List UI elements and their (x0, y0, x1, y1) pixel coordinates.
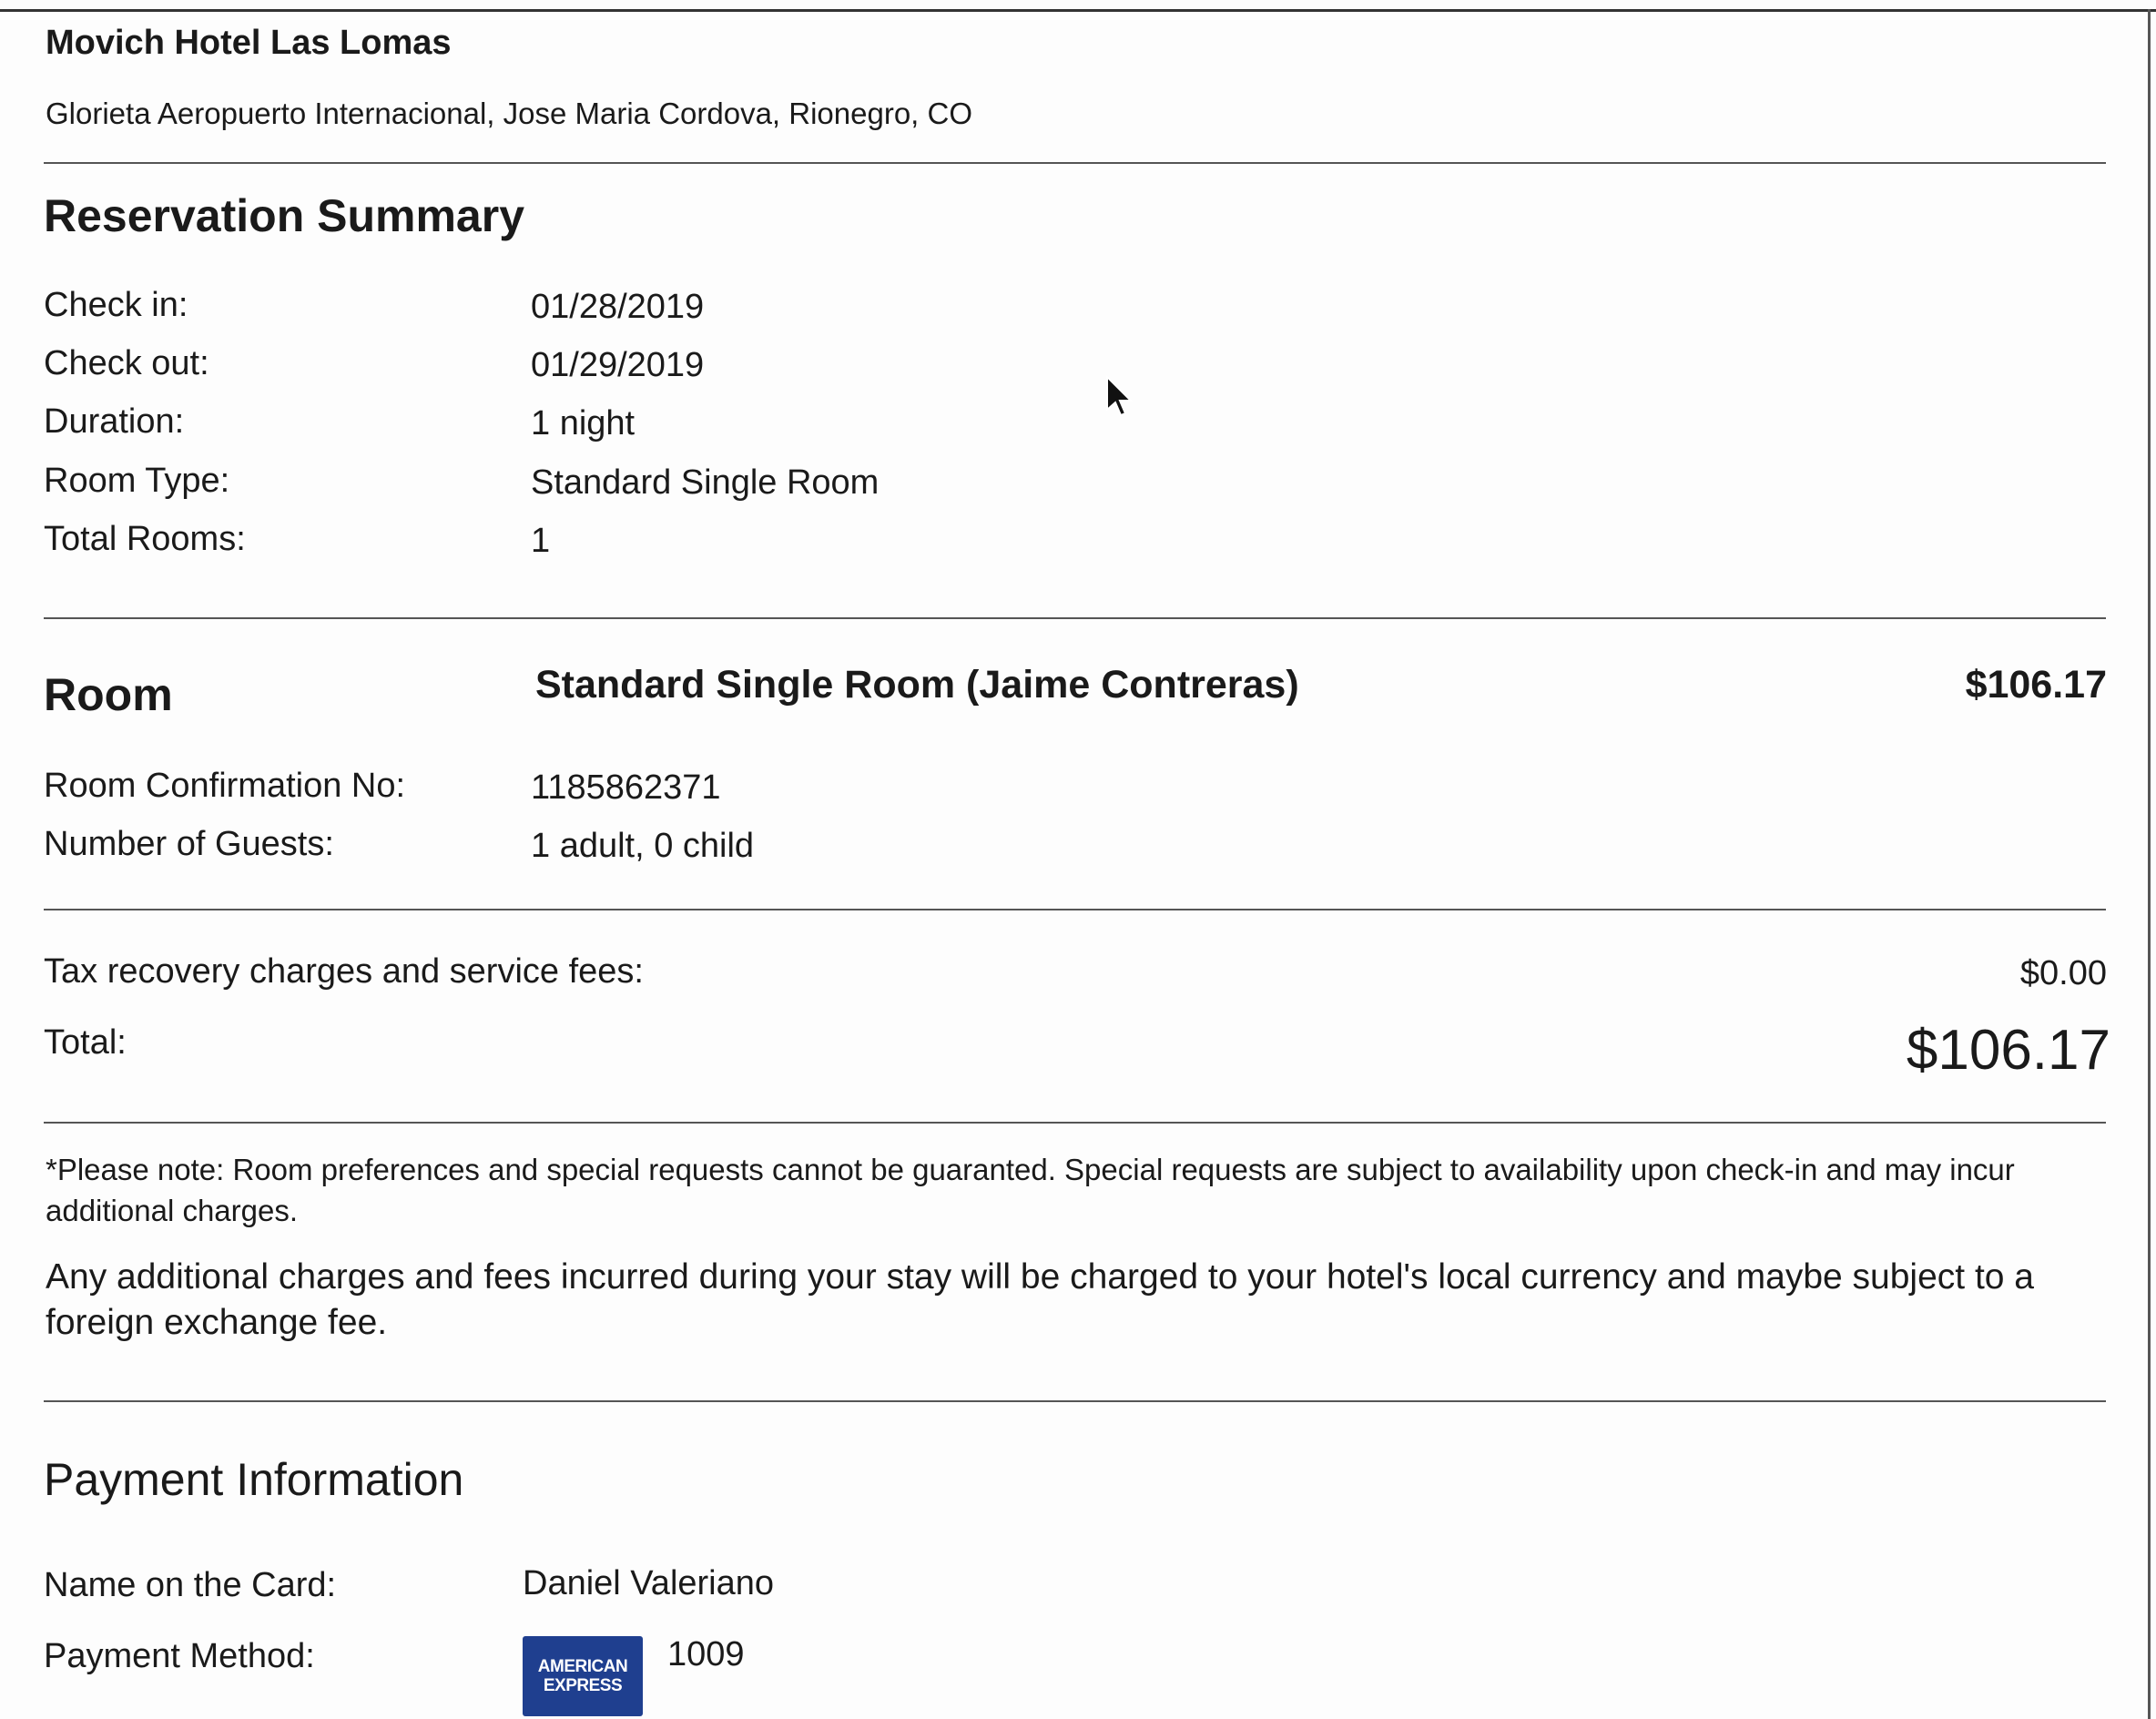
card-brand-line-2: EXPRESS (543, 1676, 623, 1695)
american-express-card-icon (523, 1636, 643, 1716)
hotel-name: Movich Hotel Las Lomas (46, 24, 452, 62)
duration-label: Duration: (44, 402, 185, 441)
name-on-card-label: Name on the Card: (44, 1566, 337, 1604)
divider (44, 909, 2106, 910)
tax-fees-label: Tax recovery charges and service fees: (44, 952, 644, 991)
total-rooms-label: Total Rooms: (44, 520, 246, 558)
divider (44, 1122, 2106, 1124)
room-section-title: Room (44, 669, 173, 720)
name-on-card-value: Daniel Valeriano (523, 1564, 775, 1602)
divider (44, 162, 2106, 164)
tax-fees-value: $0.00 (2019, 954, 2107, 992)
check-out-label: Check out: (44, 344, 209, 382)
total-value: $106.17 (1906, 1019, 2110, 1082)
hotel-address: Glorieta Aeropuerto Internacional, Jose Maria Cordova, Rionegro, CO (46, 97, 973, 130)
room-confirmation-label: Room Confirmation No: (44, 767, 406, 805)
reservation-summary-title: Reservation Summary (44, 190, 525, 241)
room-price: $106.17 (1965, 663, 2107, 707)
divider (44, 617, 2106, 619)
duration-value: 1 night (531, 404, 636, 442)
payment-information-title: Payment Information (44, 1454, 464, 1505)
payment-method-label: Payment Method: (44, 1637, 315, 1675)
number-of-guests-label: Number of Guests: (44, 825, 334, 863)
card-last-digits: 1009 (667, 1635, 745, 1673)
room-type-label: Room Type: (44, 462, 230, 500)
divider (44, 1400, 2106, 1402)
page-top-border (0, 9, 2156, 12)
card-brand-line-1: AMERICAN (537, 1657, 628, 1676)
room-type-value: Standard Single Room (531, 463, 880, 502)
check-in-label: Check in: (44, 286, 188, 324)
check-out-value: 01/29/2019 (531, 346, 705, 384)
mouse-pointer-icon (1105, 375, 1133, 417)
check-in-value: 01/28/2019 (531, 288, 705, 326)
number-of-guests-value: 1 adult, 0 child (531, 827, 755, 865)
special-requests-note: *Please note: Room preferences and special requests cannot be guaranted. Special requests are subject to availability upon check-in and may incur additional charges. (46, 1153, 2015, 1227)
total-label: Total: (44, 1023, 127, 1062)
room-description: Standard Single Room (Jaime Contreras) (535, 663, 1299, 707)
additional-charges-note: Any additional charges and fees incurred during your stay will be charged to your hotel's local currency and maybe subject to a foreign exchange fee. (46, 1257, 2034, 1342)
room-confirmation-value: 1185862371 (531, 768, 721, 807)
page-right-border (2148, 9, 2151, 1719)
total-rooms-value: 1 (531, 522, 551, 560)
